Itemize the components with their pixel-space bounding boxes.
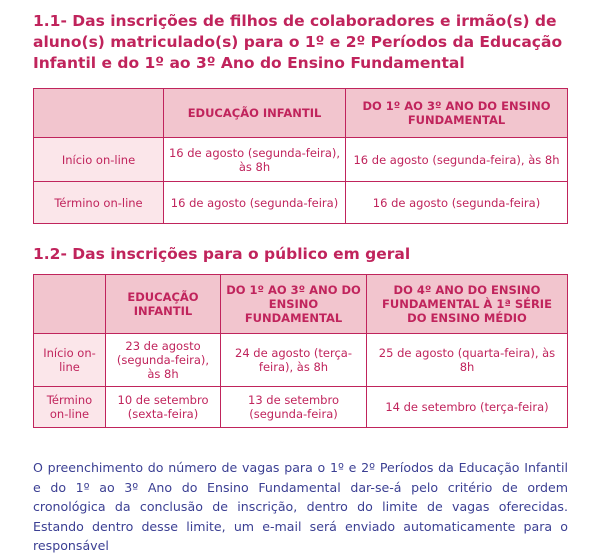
table-2-row-label: Início on-line <box>34 334 106 387</box>
table-2-corner <box>34 275 106 334</box>
table-1-row-label: Início on-line <box>34 138 164 182</box>
body-paragraph: O preenchimento do número de vagas para o 1º e 2º Períodos da Educação Infantil e do 1º ao 3º Ano do Ensino Fundamental dar-se-á pelo critério de ordem cronológica da conclusão de inscrição, dentro do limite de vagas oferecidas. Estando dentro desse limite, um e-mail será enviado automaticamente para o responsável <box>33 460 568 553</box>
table-1-row-label: Término on-line <box>34 182 164 224</box>
table-2-cell: 10 de setembro (sexta-feira) <box>106 387 221 428</box>
table-1 <box>33 88 568 224</box>
table-1-cell: 16 de agosto (segunda-feira) <box>164 182 346 224</box>
table-1-header-fundamental-1-3: DO 1º AO 3º ANO DO ENSINO FUNDAMENTAL <box>346 89 568 138</box>
table-2-cell: 14 de setembro (terça-feira) <box>367 387 568 428</box>
table-1-cell: 16 de agosto (segunda-feira), às 8h <box>164 138 346 182</box>
table-1-header-educacao-infantil: EDUCAÇÃO INFANTIL <box>164 89 346 138</box>
table-1-cell: 16 de agosto (segunda-feira) <box>346 182 568 224</box>
table-2-header-fundamental-1-3: DO 1º AO 3º ANO DO ENSINO FUNDAMENTAL <box>221 275 367 334</box>
table-2-header-educacao-infantil: EDUCAÇÃO INFANTIL <box>106 275 221 334</box>
section-1-heading: 1.1- Das inscrições de filhos de colaboradores e irmão(s) de aluno(s) matriculado(s) para o 1º e 2º Períodos da Educação Infantil e do 1º ao 3º Ano do Ensino Fundamental <box>33 12 563 72</box>
table-1-row <box>34 138 568 182</box>
table-2-cell: 23 de agosto (segunda-feira), às 8h <box>106 334 221 387</box>
table-2-cell: 24 de agosto (terça-feira), às 8h <box>221 334 367 387</box>
table-1-header-row <box>34 89 568 138</box>
table-2-header-row <box>34 275 568 334</box>
section-2-heading: 1.2- Das inscrições para o público em geral <box>33 245 411 263</box>
table-2-cell: 25 de agosto (quarta-feira), às 8h <box>367 334 568 387</box>
table-2-row <box>34 334 568 387</box>
table-1-cell: 16 de agosto (segunda-feira), às 8h <box>346 138 568 182</box>
table-2 <box>33 274 568 428</box>
table-1-row <box>34 182 568 224</box>
table-1-corner <box>34 89 164 138</box>
table-2-row-label: Término on-line <box>34 387 106 428</box>
table-2-cell: 13 de setembro (segunda-feira) <box>221 387 367 428</box>
table-2-header-fundamental-4-medio: DO 4º ANO DO ENSINO FUNDAMENTAL À 1ª SÉRIE DO ENSINO MÉDIO <box>367 275 568 334</box>
table-2-row <box>34 387 568 428</box>
